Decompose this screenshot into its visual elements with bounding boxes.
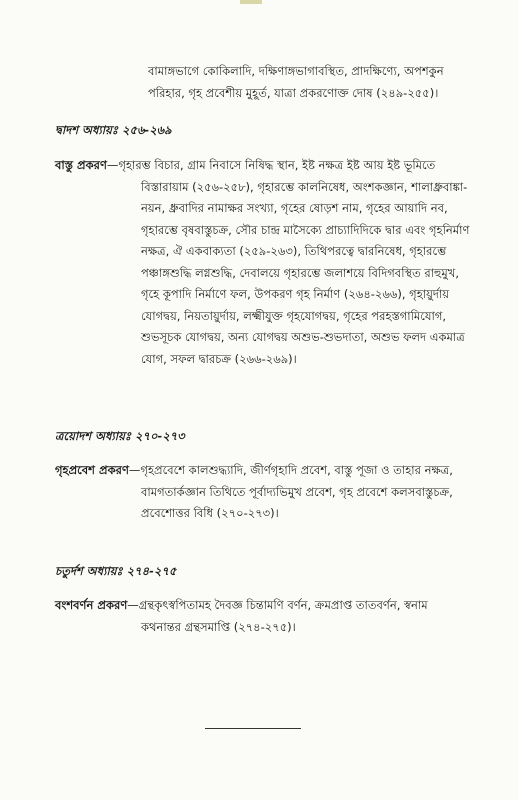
chapter-heading: চতুর্দশ অধ্যায়ঃ ২৭৪-২৭৫ <box>55 564 177 578</box>
end-rule <box>205 728 301 729</box>
chapter-section <box>55 595 505 638</box>
section-line: নয়ন, ধ্রুবাদির নামাক্ষর সংখ্যা, গৃহের ষোড়শ নাম, গৃহের আয়াদি নব, <box>141 201 448 215</box>
section-line: পঞ্চাঙ্গশুদ্ধি লগ্নশুদ্ধি, দেবালয়ে গৃহারম্ভে জলাশয়ে বিদিগবস্থিত রাহুমুখ, <box>141 265 459 280</box>
section-line: প্রবেশোত্তর বিধি (২৭০-২৭৩)। <box>141 506 279 520</box>
section-line: যোগ, সফল দ্বারচক্র (২৬৬-২৬৯)। <box>141 351 297 366</box>
section-label: বংশবর্ণন প্রকরণ <box>55 598 128 612</box>
section-line: গৃহে কূপাদি নির্মাণে ফল, উপকরণ গৃহ নির্মাণ (২৬৪-২৬৬), গৃহায়ুর্দায় <box>141 287 450 301</box>
section-line: বিস্তারায়াম (২৫৬-২৫৮), গৃহারম্ভে কালনিষেধ, অংশকজ্ঞান, শালাধ্রুবাঙ্কা- <box>141 179 468 194</box>
section-first-line: —গৃহারম্ভ বিচার, গ্রাম নিবাসে নিষিদ্ধ স্থান, ইষ্ট নক্ষত্র ইষ্ট আয় ইষ্ট ভূমিতে <box>106 158 436 172</box>
section-label: বাস্তু প্রকরণ <box>55 158 107 172</box>
section-first-line: —গৃহপ্রবেশে কালশুদ্ধ্যাদি, জীর্ণগৃহাদি প্রবেশ, বাস্তু পূজা ও তাহার নক্ষত্র, <box>128 463 453 477</box>
chapter-section <box>55 460 505 525</box>
section-label: গৃহপ্রবেশ প্রকরণ <box>55 463 129 477</box>
intro-line: বামাঙ্গভাগে কোকিলাদি, দক্ষিণাঙ্গভাগাবস্থিত, প্রাদক্ষিণ্যে, অপশকুন <box>148 64 444 78</box>
section-line: নক্ষত্র, ঐ একবাক্যতা (২৫৯-২৬৩), তিথিপরত্বে দ্বারনিষেধ, গৃহারম্ভে <box>141 244 447 258</box>
chapter-heading: দ্বাদশ অধ্যায়ঃ ২৫৬-২৬৯ <box>55 123 172 137</box>
chapter-section <box>55 155 505 370</box>
section-line: কথনান্তর গ্রন্থসমাপ্তি (২৭৪-২৭৫)। <box>141 619 296 634</box>
section-first-line: —গ্রন্থকৃৎস্বপিতামহ দৈবজ্ঞ চিন্তামণি বর্ণন, ক্রমপ্রাপ্ত তাতবর্ণন, স্বনাম <box>127 598 428 612</box>
section-line: শুভসূচক যোগদ্বয়, অন্য যোগদ্বয় অশুভ-শুভদাতা, অশুভ ফলদ একমাত্র <box>141 330 465 344</box>
intro-line: পরিহার, গৃহ প্রবেশীয় মুহূর্ত, যাত্রা প্রকরণোক্ত দোষ (২৪৯-২৫৫)। <box>148 85 439 100</box>
intro-paragraph <box>148 61 493 104</box>
section-line: বামগতার্কজ্ঞান তিথিতে পূর্বাদ্যভিমুখ প্রবেশ, গৃহ প্রবেশে কলসবাস্তুচক্র, <box>141 484 453 499</box>
chapter-heading: ত্রয়োদশ অধ্যায়ঃ ২৭০-২৭৩ <box>55 429 185 443</box>
page-top-mark <box>240 0 262 4</box>
section-line: গৃহারম্ভে বৃষবাস্তুচক্র, সৌর চান্দ্র মাসৈক্যে প্রাচ্যাদিদিকে দ্বার এবং গৃহনির্মাণ <box>141 222 470 237</box>
section-line: যোগদ্বয়, নিয়তায়ুর্দায়, লক্ষ্মীযুক্ত গৃহযোগদ্বয়, গৃহের পরহস্তগামিযোগ, <box>141 308 447 323</box>
